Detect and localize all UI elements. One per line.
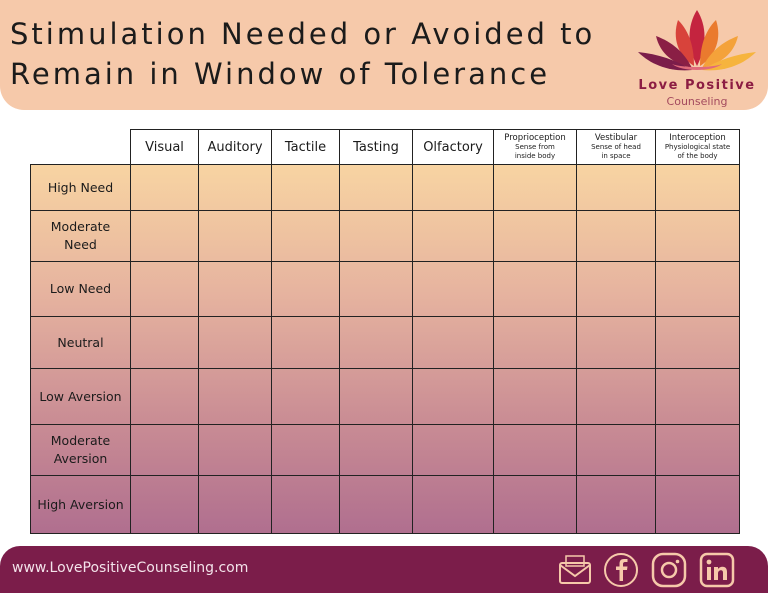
table-cell[interactable] (340, 425, 413, 476)
column-header-olfactory: Olfactory (413, 130, 494, 165)
table-cell[interactable] (131, 165, 199, 211)
row-header: Neutral (31, 317, 131, 369)
logo (632, 6, 762, 110)
lotus-logo-icon (632, 6, 762, 78)
table-cell[interactable] (272, 369, 340, 425)
table-cell[interactable] (656, 425, 740, 476)
row-header: Moderate Need (31, 211, 131, 262)
column-header-proprioception (494, 130, 577, 165)
row-header: High Aversion (31, 476, 131, 534)
table-cell[interactable] (577, 476, 656, 534)
table-cell[interactable] (199, 369, 272, 425)
column-label: Proprioception (504, 133, 566, 143)
column-header-auditory: Auditory (199, 130, 272, 165)
table-cell[interactable] (199, 211, 272, 262)
table-cell[interactable] (656, 165, 740, 211)
column-label: Interoception (669, 133, 726, 143)
column-header-visual: Visual (131, 130, 199, 165)
table-row-neutral (31, 317, 740, 369)
row-header: Moderate Aversion (31, 425, 131, 476)
row-header: Low Need (31, 262, 131, 317)
column-sublabel: Sense of head in space (591, 143, 641, 160)
table-row-moderate-need (31, 211, 740, 262)
table-cell[interactable] (656, 476, 740, 534)
table-cell[interactable] (494, 476, 577, 534)
table-cell[interactable] (413, 317, 494, 369)
table-row-moderate-aversion (31, 425, 740, 476)
header-banner (0, 0, 768, 110)
table-cell[interactable] (131, 211, 199, 262)
table-cell[interactable] (272, 262, 340, 317)
column-header-tasting: Tasting (340, 130, 413, 165)
table-header-row (31, 130, 740, 165)
table-cell[interactable] (272, 425, 340, 476)
table-cell[interactable] (272, 211, 340, 262)
table-cell[interactable] (494, 369, 577, 425)
stimulation-table (30, 129, 740, 534)
table-cell[interactable] (340, 165, 413, 211)
table-cell[interactable] (131, 262, 199, 317)
table-cell[interactable] (199, 425, 272, 476)
table-cell[interactable] (413, 211, 494, 262)
table-cell[interactable] (199, 165, 272, 211)
logo-subtitle: Counseling (666, 95, 728, 108)
table-row-low-aversion (31, 369, 740, 425)
column-label: Vestibular (594, 133, 638, 143)
table-row-high-need (31, 165, 740, 211)
table-cell[interactable] (494, 211, 577, 262)
table-cell[interactable] (272, 317, 340, 369)
column-header-interoception (656, 130, 740, 165)
table-cell[interactable] (494, 425, 577, 476)
table-cell[interactable] (494, 262, 577, 317)
table-cell[interactable] (131, 476, 199, 534)
table-cell[interactable] (413, 262, 494, 317)
column-header-vestibular (577, 130, 656, 165)
table-cell[interactable] (413, 476, 494, 534)
table-cell[interactable] (272, 165, 340, 211)
table-cell[interactable] (340, 317, 413, 369)
table-cell[interactable] (340, 262, 413, 317)
instagram-icon[interactable] (650, 551, 688, 589)
table-cell[interactable] (577, 262, 656, 317)
table-cell[interactable] (199, 262, 272, 317)
table-cell[interactable] (340, 211, 413, 262)
column-header-tactile: Tactile (272, 130, 340, 165)
table-corner (31, 130, 131, 165)
page-title: Stimulation Needed or Avoided to Remain in Window of Tolerance (10, 17, 596, 91)
website-link[interactable]: www.LovePositiveCounseling.com (12, 560, 249, 576)
column-sublabel: Sense from inside body (514, 143, 556, 160)
table-cell[interactable] (131, 425, 199, 476)
table-cell[interactable] (413, 425, 494, 476)
table-cell[interactable] (656, 369, 740, 425)
facebook-icon[interactable] (602, 551, 640, 589)
table-cell[interactable] (494, 165, 577, 211)
row-header: Low Aversion (31, 369, 131, 425)
logo-name: Love Positive (638, 78, 756, 93)
table-cell[interactable] (577, 369, 656, 425)
table-cell[interactable] (131, 369, 199, 425)
table-row-high-aversion (31, 476, 740, 534)
table-cell[interactable] (656, 317, 740, 369)
row-header: High Need (31, 165, 131, 211)
table-cell[interactable] (577, 425, 656, 476)
table-cell[interactable] (199, 476, 272, 534)
table-row-low-need (31, 262, 740, 317)
table-cell[interactable] (656, 262, 740, 317)
table-cell[interactable] (340, 369, 413, 425)
table-cell[interactable] (413, 165, 494, 211)
table-cell[interactable] (131, 317, 199, 369)
table-cell[interactable] (577, 165, 656, 211)
table-cell[interactable] (340, 476, 413, 534)
footer-bar (0, 546, 768, 593)
table-cell[interactable] (413, 369, 494, 425)
table-cell[interactable] (494, 317, 577, 369)
table-cell[interactable] (577, 317, 656, 369)
table-cell[interactable] (272, 476, 340, 534)
table-cell[interactable] (577, 211, 656, 262)
linkedin-icon[interactable] (698, 551, 736, 589)
column-sublabel: Physiological state of the body (664, 143, 731, 160)
table-cell[interactable] (656, 211, 740, 262)
email-icon[interactable] (556, 551, 594, 589)
table-cell[interactable] (199, 317, 272, 369)
